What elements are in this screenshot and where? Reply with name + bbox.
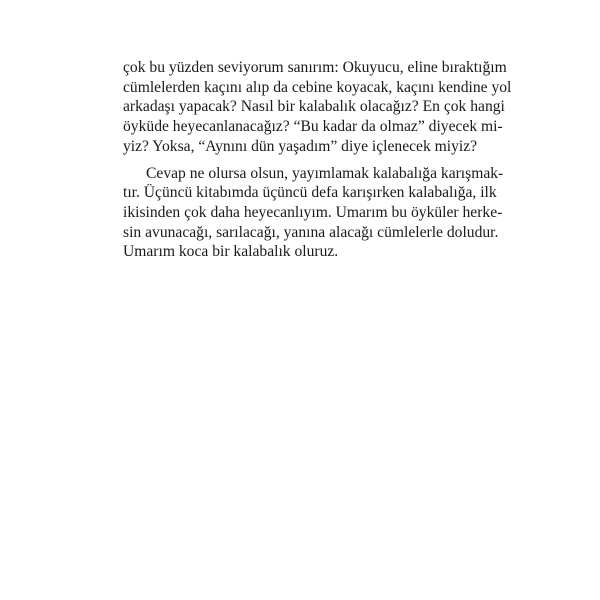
paragraph-1: [123, 58, 512, 157]
text-line: sin avunacağı, sarılacağı, yanına alacağı cümlelerle doludur.: [123, 223, 499, 241]
text-line: arkadaşı yapacak? Nasıl bir kalabalık olacağız? En çok hangi: [123, 98, 505, 116]
text-line: cümlelerden kaçını alıp da cebine koyacak, kaçını kendine yol: [123, 78, 512, 96]
text-line: çok bu yüzden seviyorum sanırım: Okuyucu, eline bıraktığım: [123, 59, 507, 76]
book-page: [123, 58, 512, 262]
text-line: yiz? Yoksa, “Aynını dün yaşadım” diye içlenecek miyiz?: [123, 137, 478, 155]
text-line: ikisinden çok daha heyecanlıyım. Umarım bu öyküler herke-: [123, 203, 503, 221]
paragraph-2: [123, 164, 504, 263]
text-line: Cevap ne olursa olsun, yayımlamak kalabalığa karışmak-: [146, 164, 504, 182]
text-line: Umarım koca bir kalabalık oluruz.: [123, 243, 339, 261]
text-line: tır. Üçüncü kitabımda üçüncü defa karışırken kalabalığa, ilk: [123, 184, 497, 202]
text-line: öyküde heyecanlanacağız? “Bu kadar da olmaz” diyecek mi-: [123, 118, 503, 136]
